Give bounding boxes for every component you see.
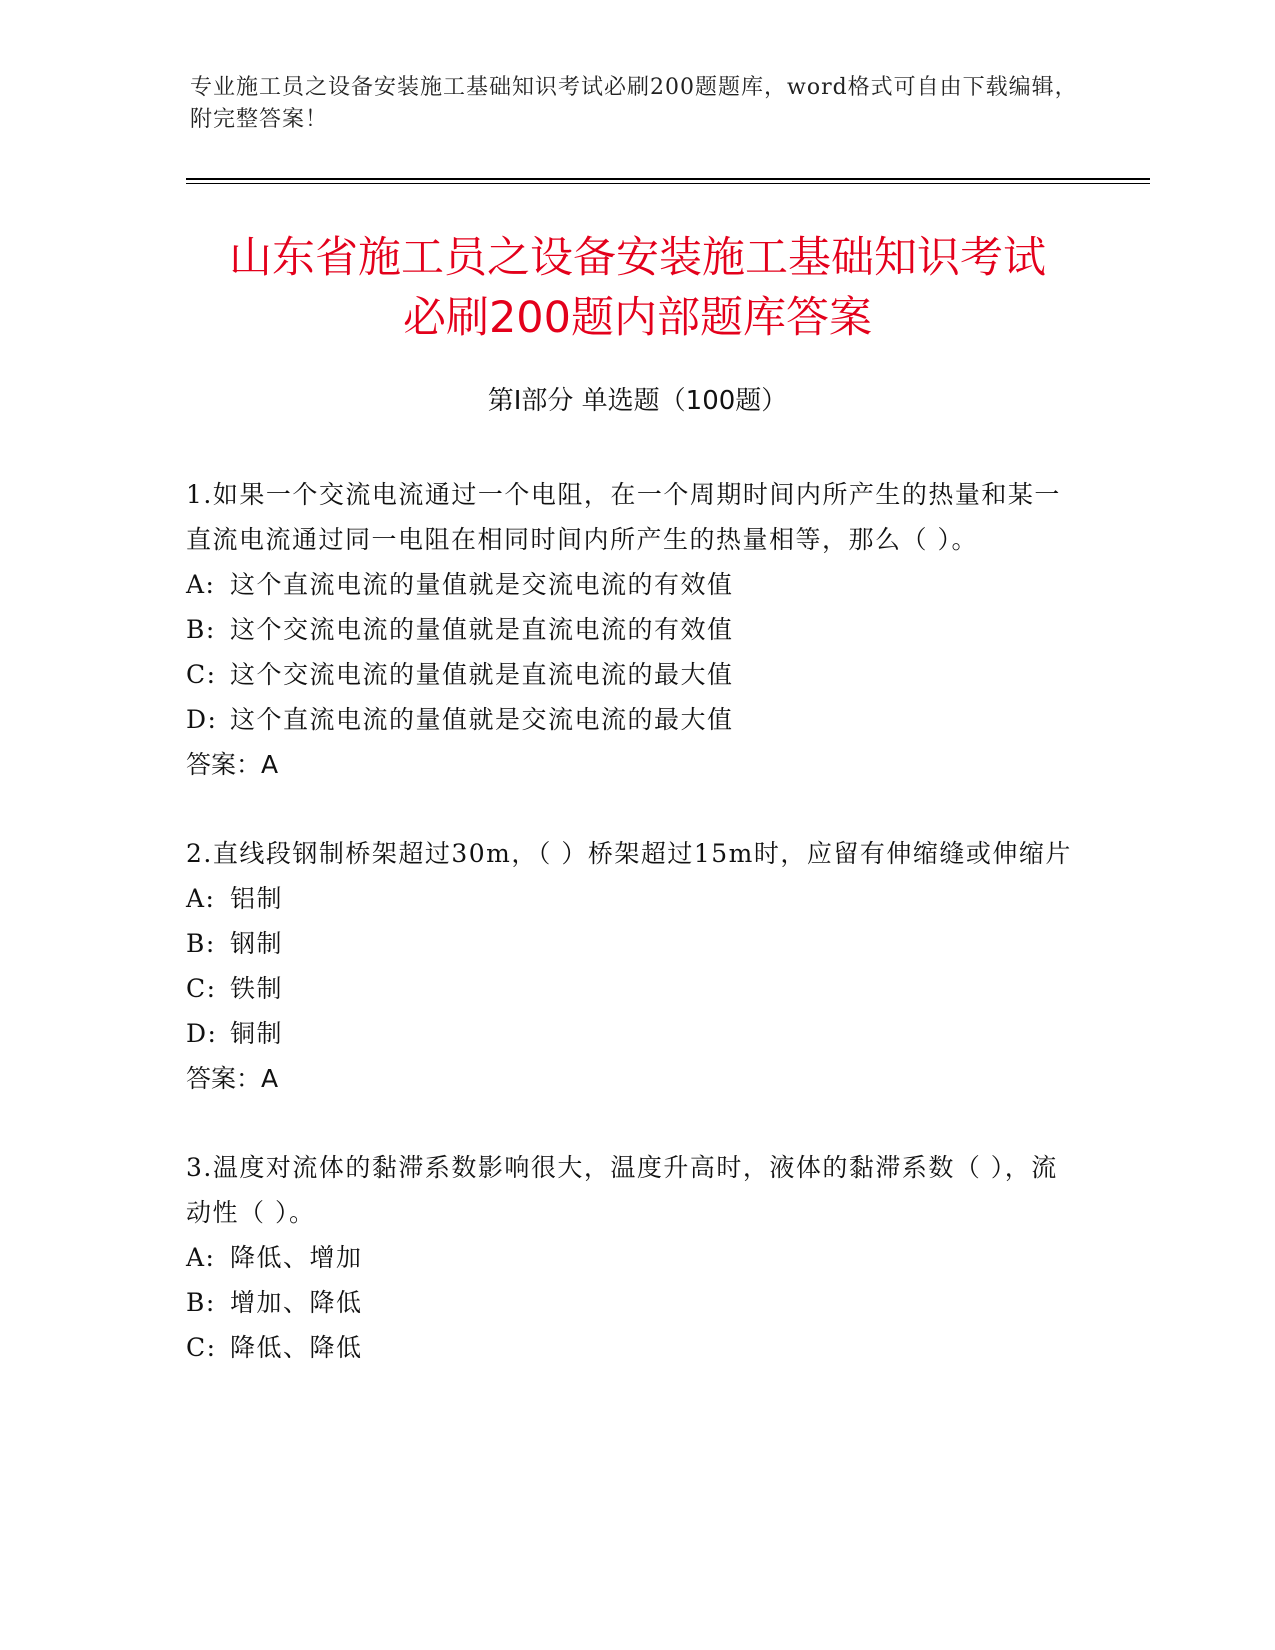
question-item	[186, 831, 1076, 1101]
option-c	[186, 1325, 1076, 1370]
option-c	[186, 966, 1076, 1011]
title-line-2: 必刷200题内部题库答案	[402, 293, 873, 343]
header-rule-thick	[186, 178, 1150, 180]
question-stem: 1.如果一个交流电流通过一个电阻，在一个周期时间内所产生的热量和某一直流电流通过同一电阻在相同时间内所产生的热量相等，那么（ ）。	[186, 480, 1061, 554]
option-letter: A:	[186, 1243, 216, 1272]
option-letter: B:	[186, 615, 216, 644]
option-letter: B:	[186, 929, 216, 958]
option-text: 铝制	[230, 884, 284, 913]
option-text: 铜制	[230, 1019, 284, 1048]
option-b	[186, 1280, 1076, 1325]
option-text: 增加、降低	[230, 1288, 363, 1317]
option-text: 这个直流电流的量值就是交流电流的最大值	[230, 705, 734, 734]
option-letter: C:	[186, 660, 217, 689]
option-a	[186, 1235, 1076, 1280]
question-list	[186, 472, 1076, 1414]
option-letter: A:	[186, 570, 216, 599]
document-title	[160, 228, 1115, 348]
option-d	[186, 697, 1076, 742]
option-letter: D:	[186, 1019, 218, 1048]
header-note: 专业施工员之设备安装施工基础知识考试必刷200题题库，word格式可自由下载编辑，附完整答案！	[190, 75, 1078, 132]
question-item	[186, 1145, 1076, 1370]
option-letter: D:	[186, 705, 218, 734]
option-text: 降低、降低	[230, 1333, 363, 1362]
option-b	[186, 921, 1076, 966]
question-stem: 2.直线段钢制桥架超过30m，（ ）桥架超过15m时，应留有伸缩缝或伸缩片	[186, 839, 1072, 868]
option-text: 钢制	[230, 929, 284, 958]
option-letter: C:	[186, 1333, 217, 1362]
option-text: 这个直流电流的量值就是交流电流的有效值	[230, 570, 734, 599]
option-c	[186, 652, 1076, 697]
option-text: 铁制	[230, 974, 284, 1003]
option-b	[186, 607, 1076, 652]
answer-line: 答案：A	[186, 1064, 279, 1093]
section-heading: 第Ⅰ部分 单选题（100题）	[487, 386, 788, 416]
option-text: 这个交流电流的量值就是直流电流的有效值	[230, 615, 734, 644]
option-letter: B:	[186, 1288, 216, 1317]
option-a	[186, 876, 1076, 921]
title-line-1: 山东省施工员之设备安装施工基础知识考试	[229, 233, 1046, 283]
header-rule-thin	[186, 183, 1150, 184]
option-a	[186, 562, 1076, 607]
option-d	[186, 1011, 1076, 1056]
option-text: 这个交流电流的量值就是直流电流的最大值	[230, 660, 734, 689]
question-stem: 3.温度对流体的黏滞系数影响很大，温度升高时，液体的黏滞系数（ ），流动性（ ）。	[186, 1153, 1058, 1227]
option-letter: A:	[186, 884, 216, 913]
answer-line: 答案：A	[186, 750, 279, 779]
option-text: 降低、增加	[230, 1243, 363, 1272]
question-item	[186, 472, 1076, 787]
option-letter: C:	[186, 974, 217, 1003]
